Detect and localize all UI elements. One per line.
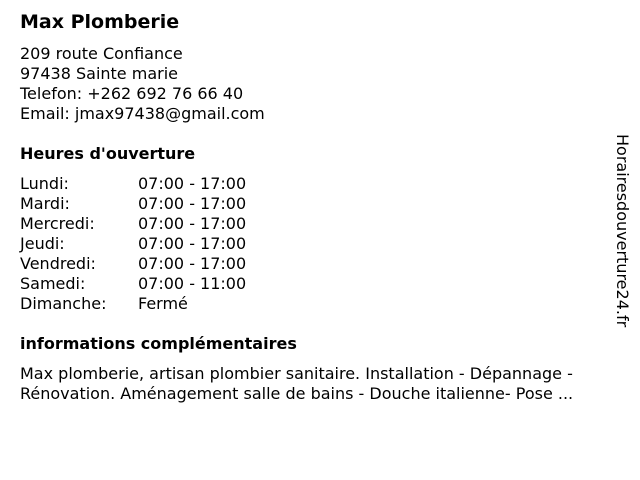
address-city: 97438 Sainte marie: [20, 64, 178, 83]
phone-line: Telefon: +262 692 76 66 40: [20, 84, 244, 103]
business-name: Max Plomberie: [20, 11, 180, 33]
hours-row-sunday: [20, 294, 246, 314]
day-label: Mardi:: [20, 194, 70, 213]
day-label: Vendredi:: [20, 254, 96, 273]
hours-row-friday: [20, 254, 246, 274]
day-hours: 07:00 - 17:00: [138, 254, 247, 273]
info-line-1: Max plomberie, artisan plombier sanitaire. Installation - Dépannage -: [20, 364, 573, 383]
day-label: Dimanche:: [20, 294, 107, 313]
day-hours: 07:00 - 17:00: [138, 234, 247, 253]
hours-row-tuesday: [20, 194, 246, 214]
day-label: Mercredi:: [20, 214, 95, 233]
contact-block: [20, 44, 265, 124]
day-hours: 07:00 - 11:00: [138, 274, 247, 293]
day-label: Lundi:: [20, 174, 69, 193]
email-line: Email: jmax97438@gmail.com: [20, 104, 265, 123]
day-label: Jeudi:: [20, 234, 65, 253]
day-hours: 07:00 - 17:00: [138, 194, 247, 213]
info-heading: informations complémentaires: [20, 334, 297, 353]
site-watermark: Horairesdouverture24.fr: [613, 134, 632, 328]
day-hours: 07:00 - 17:00: [138, 214, 247, 233]
hours-row-monday: [20, 174, 246, 194]
address-street: 209 route Confiance: [20, 44, 183, 63]
hours-row-saturday: [20, 274, 246, 294]
hours-row-thursday: [20, 234, 246, 254]
info-description: [20, 364, 630, 404]
info-line-2: Rénovation. Aménagement salle de bains - Douche italienne- Pose ...: [20, 384, 574, 403]
hours-row-wednesday: [20, 214, 246, 234]
day-hours: 07:00 - 17:00: [138, 174, 247, 193]
hours-heading: Heures d'ouverture: [20, 144, 196, 163]
day-label: Samedi:: [20, 274, 86, 293]
hours-table: [20, 174, 246, 314]
day-hours: Fermé: [138, 294, 188, 313]
